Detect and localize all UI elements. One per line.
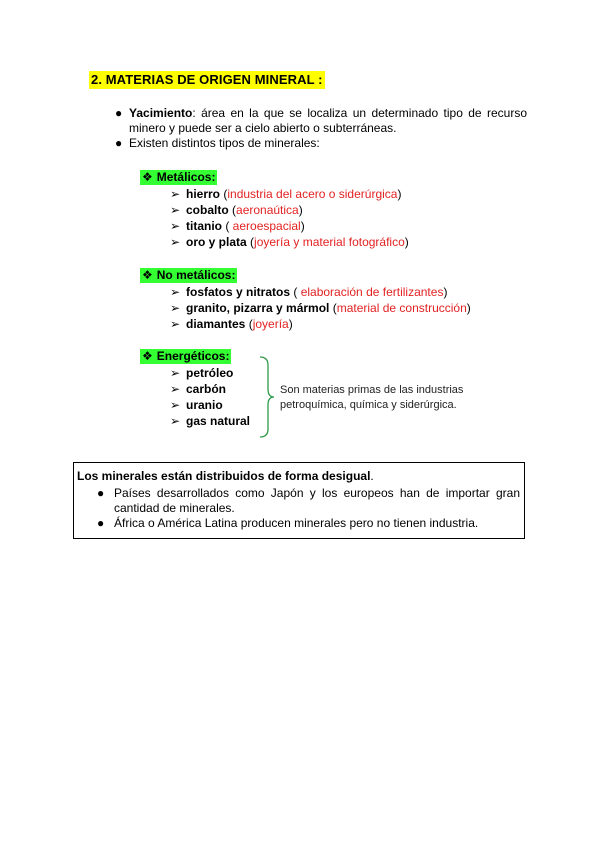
paren-close: ) xyxy=(298,203,303,217)
arrow-bullet-icon: ➢ xyxy=(170,414,181,428)
list-item xyxy=(170,202,409,218)
list-item xyxy=(170,284,471,300)
paren-open: ( xyxy=(246,235,255,249)
section-heading-label: Metálicos: xyxy=(156,170,216,184)
mineral-use: elaboración de fertilizantes xyxy=(300,285,444,299)
paren-open: ( xyxy=(228,203,237,217)
paren-close: ) xyxy=(288,317,293,331)
arrow-bullet-icon: ➢ xyxy=(170,203,181,217)
section-heading xyxy=(140,349,231,364)
diamond-icon: ❖ xyxy=(142,349,153,363)
list-item xyxy=(170,186,409,202)
arrow-bullet-icon: ➢ xyxy=(170,285,181,299)
intro-term: Yacimiento xyxy=(129,106,193,120)
mineral-name: granito, pizarra y mármol xyxy=(186,301,330,315)
list-item xyxy=(170,300,471,316)
mineral-name: diamantes xyxy=(186,317,246,331)
list-item xyxy=(170,381,250,397)
mineral-list xyxy=(170,365,250,429)
box-title xyxy=(77,469,374,484)
mineral-name: fosfatos y nitratos xyxy=(186,285,291,299)
list-item xyxy=(170,413,250,429)
list-item xyxy=(170,316,471,332)
arrow-bullet-icon: ➢ xyxy=(170,187,181,201)
bullet-icon: ● xyxy=(115,106,123,120)
section-no-metalicos xyxy=(140,268,471,332)
arrow-bullet-icon: ➢ xyxy=(170,219,181,233)
section-heading xyxy=(140,268,237,283)
mineral-name: petróleo xyxy=(186,366,234,380)
paren-open: ( xyxy=(290,285,301,299)
section-title: 2. MATERIAS DE ORIGEN MINERAL : xyxy=(91,72,323,87)
mineral-use: material de construcción xyxy=(336,301,467,315)
arrow-bullet-icon: ➢ xyxy=(170,301,181,315)
section-heading-label: Energéticos: xyxy=(156,349,230,363)
box-item-text: África o América Latina producen minerales pero no tienen industria. xyxy=(114,516,479,530)
paren-close: ) xyxy=(397,187,402,201)
mineral-use: industria del acero o siderúrgica xyxy=(227,187,398,201)
bullet-icon: ● xyxy=(115,136,123,150)
paren-open: ( xyxy=(222,219,233,233)
arrow-bullet-icon: ➢ xyxy=(170,317,181,331)
mineral-name: oro y plata xyxy=(186,235,247,249)
paren-close: ) xyxy=(443,285,448,299)
mineral-name: titanio xyxy=(186,219,222,233)
intro-text: Existen distintos tipos de minerales: xyxy=(129,136,320,150)
list-item xyxy=(170,365,250,381)
intro-text: : área en la que se localiza un determinado tipo de recurso minero y puede ser a cielo abierto o subterráneas. xyxy=(129,106,527,135)
mineral-name: cobalto xyxy=(186,203,229,217)
mineral-name: carbón xyxy=(186,382,227,396)
list-item xyxy=(170,397,250,413)
bullet-icon: ● xyxy=(97,486,105,500)
paren-open: ( xyxy=(245,317,253,331)
box-title-text: Los minerales están distribuidos de forma desigual xyxy=(77,469,371,483)
section-heading xyxy=(140,170,217,185)
box-item-text: Países desarrollados como Japón y los europeos han de importar gran cantidad de minerales. xyxy=(114,486,520,515)
section-heading-label: No metálicos: xyxy=(156,268,236,282)
list-item xyxy=(170,234,409,250)
arrow-bullet-icon: ➢ xyxy=(170,366,181,380)
intro-item-yacimiento xyxy=(113,106,527,136)
diamond-icon: ❖ xyxy=(142,170,153,184)
energy-note: Son materias primas de las industrias petroquímica, química y siderúrgica. xyxy=(280,384,464,411)
intro-item-types xyxy=(113,136,527,151)
intro-list xyxy=(113,106,527,151)
mineral-use: joyería xyxy=(252,317,289,331)
mineral-list xyxy=(170,284,471,332)
paren-open: ( xyxy=(329,301,337,315)
mineral-use: aeroespacial xyxy=(232,219,301,233)
mineral-use: aeronaútica xyxy=(236,203,299,217)
mineral-name: hierro xyxy=(186,187,221,201)
box-title-end: . xyxy=(370,469,374,483)
mineral-use: joyería y material fotográfico xyxy=(254,235,405,249)
arrow-bullet-icon: ➢ xyxy=(170,382,181,396)
paren-close: ) xyxy=(404,235,409,249)
diamond-icon: ❖ xyxy=(142,268,153,282)
mineral-list xyxy=(170,186,409,250)
list-item xyxy=(94,516,520,531)
paren-close: ) xyxy=(466,301,471,315)
paren-open: ( xyxy=(220,187,228,201)
list-item xyxy=(94,486,520,516)
curly-brace-icon xyxy=(256,355,276,439)
arrow-bullet-icon: ➢ xyxy=(170,235,181,249)
mineral-name: uranio xyxy=(186,398,223,412)
summary-box xyxy=(73,462,525,539)
section-energeticos xyxy=(140,349,250,429)
box-list xyxy=(94,486,520,531)
paren-close: ) xyxy=(300,219,305,233)
arrow-bullet-icon: ➢ xyxy=(170,398,181,412)
mineral-name: gas natural xyxy=(186,414,251,428)
section-metalicos xyxy=(140,170,409,250)
bullet-icon: ● xyxy=(97,516,105,530)
list-item xyxy=(170,218,409,234)
